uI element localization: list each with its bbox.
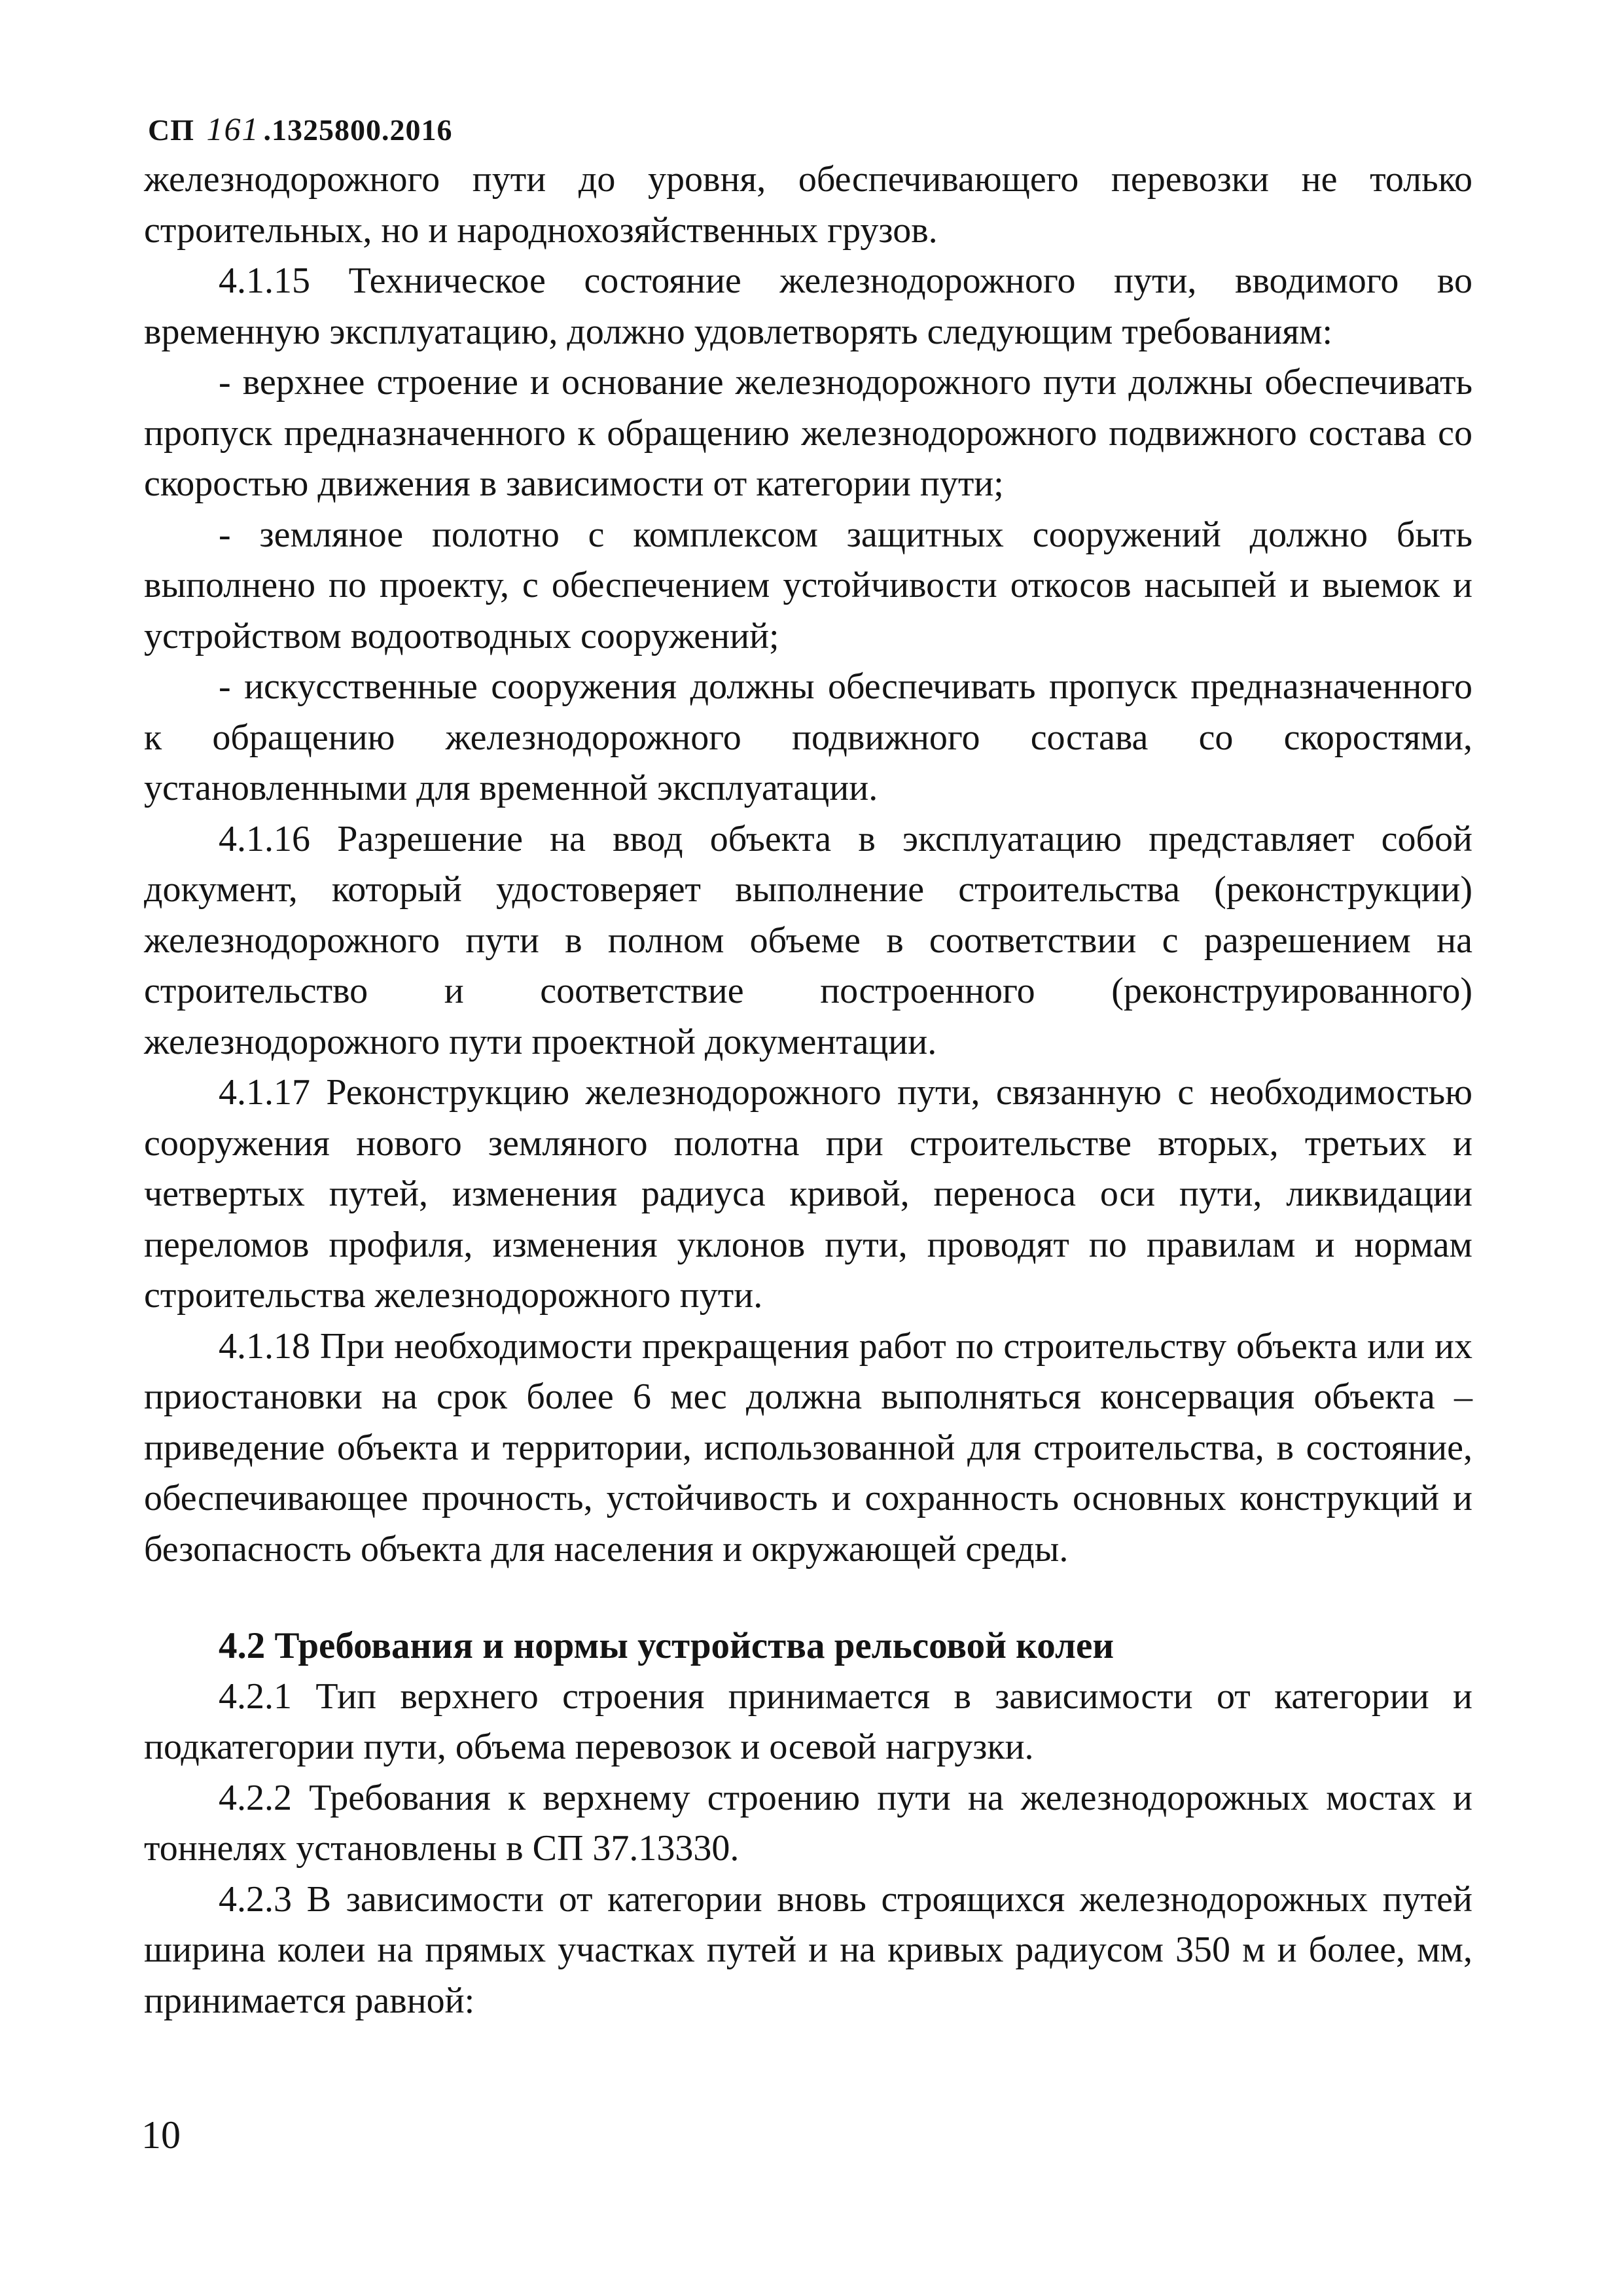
page-body [144,154,1472,2026]
page-number: 10 [141,2113,181,2157]
section-heading: 4.2 Требования и нормы устройства рельсовой колеи [219,1625,1115,1666]
handwritten-number: 161 [206,111,260,147]
paragraph-4-2-1: 4.2.1 Тип верхнего строения принимается в зависимости от категории и подкатегории пути, объема перевозок и осевой нагрузки. [144,1676,1472,1767]
header-prefix: СП [148,113,194,147]
list-item-artificial-structures: - искусственные сооружения должны обеспечивать пропуск предназначенного к обращению железнодорожного подвижного состава со скоростями, установленными для временной эксплуатации. [144,666,1472,808]
list-item-roadbed: - земляное полотно с комплексом защитных сооружений должно быть выполнено по проекту, с обеспечением устойчивости откосов насыпей и выемок и устройством водоотводных сооружений; [144,514,1472,656]
paragraph-4-1-15: 4.1.15 Техническое состояние железнодорожного пути, вводимого во временную эксплуатацию, должно удовлетворять следующим требованиям: [144,260,1472,352]
list-item-track-structure: - верхнее строение и основание железнодорожного пути должны обеспечивать пропуск предназначенного к обращению железнодорожного подвижного состава со скоростью движения в зависимости от категории пути; [144,362,1472,504]
paragraph-4-1-16: 4.1.16 Разрешение на ввод объекта в эксплуатацию представляет собой документ, который удостоверяет выполнение строительства (реконструкции) железнодорожного пути в полном объеме в соответствии с разрешением на строительство и соответствие построенного (реконструированного) железнодорожного пути проектной документации. [144,818,1472,1062]
paragraph-4-2-2: 4.2.2 Требования к верхнему строению пути на железнодорожных мостах и тоннелях установлены в СП 37.13330. [144,1777,1472,1869]
header-code: .1325800.2016 [263,113,453,147]
paragraph-4-1-18: 4.1.18 При необходимости прекращения работ по строительству объекта или их приостановки на срок более 6 мес должна выполняться консервация объекта – приведение объекта и территории, использованной для строительства, в состояние, обеспечивающее прочность, устойчивость и сохранность основных конструкций и безопасность объекта для населения и окружающей среды. [144,1325,1472,1570]
document-code-header [148,110,453,148]
paragraph-4-2-3: 4.2.3 В зависимости от категории вновь строящихся железнодорожных путей ширина колеи на прямых участках путей и на кривых радиусом 350 м и более, мм, принимается равной: [144,1878,1472,2021]
paragraph-4-1-17: 4.1.17 Реконструкцию железнодорожного пути, связанную с необходимостью сооружения нового земляного полотна при строительстве вторых, третьих и четвертых путей, изменения радиуса кривой, переноса оси пути, ликвидации переломов профиля, изменения уклонов пути, проводят по правилам и нормам строительства железнодорожного пути. [144,1072,1472,1316]
paragraph-continuation: железнодорожного пути до уровня, обеспечивающего перевозки не только строительных, но и народнохозяйственных грузов. [144,159,1472,251]
